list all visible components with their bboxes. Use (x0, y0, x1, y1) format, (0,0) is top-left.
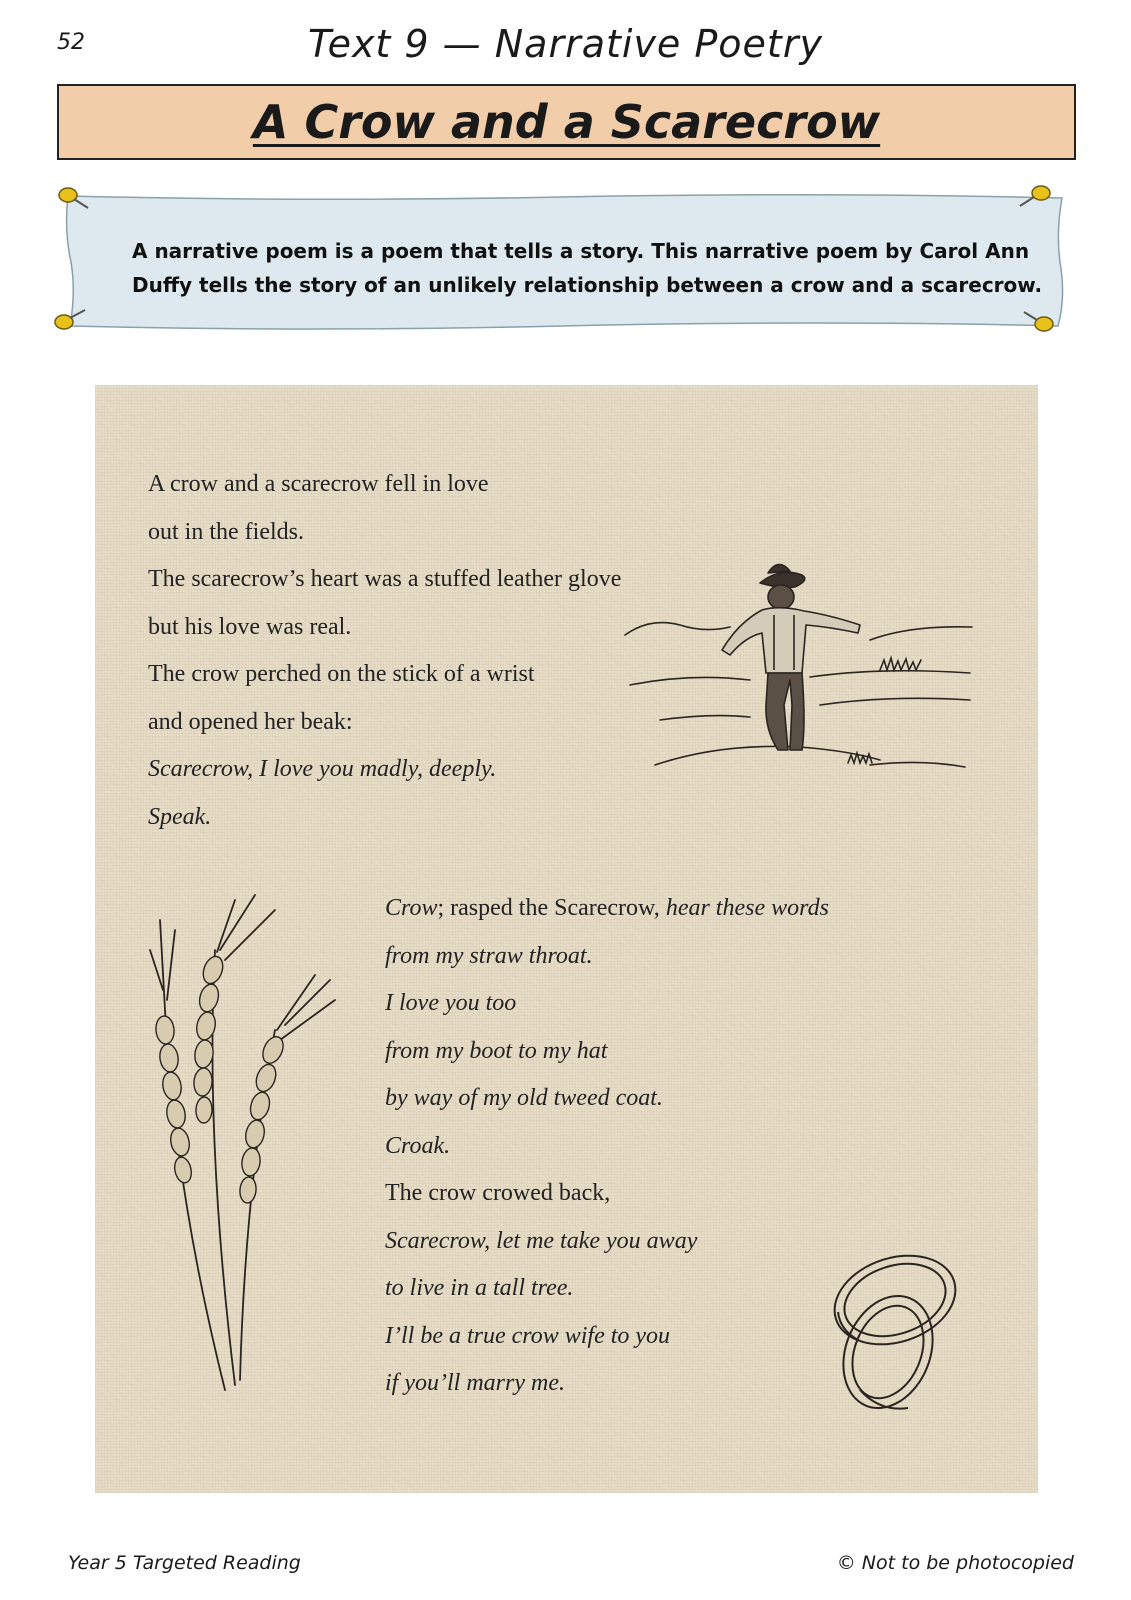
poem-line: A crow and a scarecrow fell in love (148, 471, 489, 497)
intro-text (132, 234, 1043, 302)
poem-stanza-2 (385, 885, 829, 1408)
poem-line (385, 885, 829, 933)
page-title: A Crow and a Scarecrow (252, 95, 881, 149)
rings-illustration (800, 1240, 970, 1420)
pin-icon (1022, 306, 1058, 336)
poem-line: Scarecrow, I love you madly, deeply. (148, 756, 497, 782)
footer-book-title: Year 5 Targeted Reading (68, 1552, 301, 1574)
poem-line: The crow perched on the stick of a wrist (148, 661, 535, 687)
footer-copyright: © Not to be photocopied (836, 1552, 1074, 1574)
poem-line: from my boot to my hat (385, 1037, 608, 1064)
scarecrow-illustration (620, 555, 980, 785)
pin-icon (1017, 182, 1053, 212)
poem-narration: ; rasped the Scarecrow, (437, 895, 666, 921)
pin-icon (52, 304, 88, 334)
poem-line: I love you too (385, 990, 517, 1016)
poem-line: I’ll be a true crow wife to you (385, 1322, 671, 1349)
poem-line: from my straw throat. (385, 942, 593, 969)
poem-line: to live in a tall tree. (385, 1275, 574, 1301)
poem-speech: hear these words (665, 895, 829, 921)
poem-line: if you’ll marry me. (385, 1370, 565, 1396)
poem-panel (95, 385, 1038, 1493)
poem-line: The scarecrow’s heart was a stuffed leather glove (148, 566, 622, 592)
poem-line: Croak. (385, 1132, 451, 1159)
intro-line: Duffy tells the story of an unlikely relationship between a crow and a scarecrow. (132, 273, 1043, 297)
title-box (57, 84, 1076, 160)
poem-line: by way of my old tweed coat. (385, 1085, 663, 1111)
wheat-illustration (135, 890, 355, 1410)
page-number: 52 (57, 30, 85, 55)
poem-stanza-1 (148, 461, 621, 841)
poem-line: The crow crowed back, (385, 1180, 611, 1206)
intro-line: A narrative poem is a poem that tells a story. This narrative poem by Carol Ann (132, 239, 1030, 263)
poem-speaker: Crow (385, 895, 438, 921)
poem-line: but his love was real. (148, 613, 352, 640)
poem-line: out in the fields. (148, 518, 304, 545)
poem-line: and opened her beak: (148, 708, 353, 735)
section-heading: Text 9 — Narrative Poetry (308, 22, 823, 66)
poem-line: Scarecrow, let me take you away (385, 1227, 698, 1254)
poem-line: Speak. (148, 803, 212, 830)
pin-icon (56, 184, 90, 214)
intro-box (62, 192, 1070, 332)
